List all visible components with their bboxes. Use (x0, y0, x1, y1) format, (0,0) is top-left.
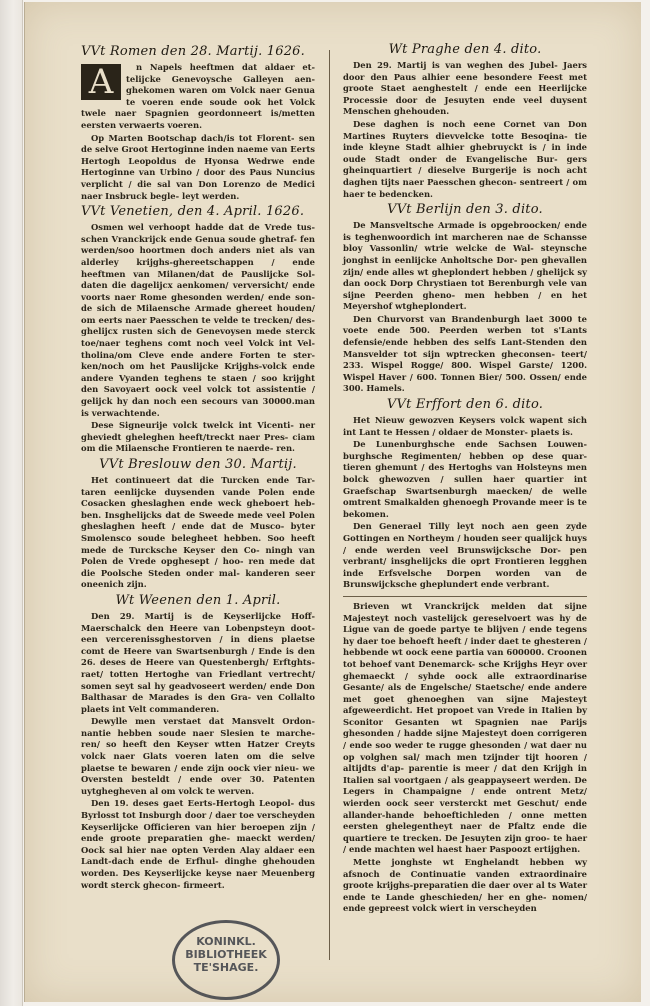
heading-prague: Wt Praghe den 4. dito. (388, 42, 542, 57)
heading-berlin: VVt Berlijn den 3. dito. (387, 202, 543, 218)
section-rule (343, 596, 587, 597)
paragraph-france-1: Brieven wt Vranckrijck melden dat sijne Majesteyt noch vastelijck gereselvoert was hy de Ligue van de goede partye te blijven / ende tegens hy daer toe behoeft heeft / inder daet te ghesteren / hebbende wt oock eene partia van 600000. Croonen tot behoef vant Denemarck- sche Krijghs Heyr over ghemaeckt / syhde oock alle extraordinarise Gesante/ als de Engelsche/ Staetsche/ ende andere met goet ghenoeghen van sijne Majesteyt afgeweerdicht. Het propoet van Vrede in Italien by Sconitor Gesanten wt Spagnien nae Parijs ghesonden / hadde sijne Majesteyt doen corrigeren / ende soo weder te rugge ghesonden / wat daer nu op volghen sal/ mach men tzijnder tijt hooren / altijdts d'ap- parentie is meer / dat den Krijgh in Italien sal voortgaen / als geappayseert werden. De Legers in Champaigne / ende ontrent Metz/ wierden oock seer versterckt met Geschut/ ende allander-hande behoeftichleden / onne metten eersten ghelegentheyt naer de Pfaltz ende die quartiere te trecken. De Jesuyten zijn groo- te haer / ende machten wel haest haer Paspoozt ertijghen. (343, 600, 587, 855)
heading-rome: VVt Romen den 28. Martij. 1626. (81, 44, 305, 59)
heading-breslau: VVt Breslouw den 30. Martij. (99, 457, 297, 472)
paragraph-rome-2: Op Marten Bootschap dach/is tot Florent- sen de selve Groot Hertoginne inden naeme van Eerts Hertogh Leopoldus de Hyonsa Wedrwe ende Hertoginne van Urbino / door des Paus Nuncius verplicht / die sal van Don Lorenzo de Medici naer Insbruck begle- leyt werden. (81, 132, 315, 201)
heading-erfurt: VVt Erffort den 6. dito. (386, 397, 544, 413)
paragraph-berlin-2: Den Churvorst van Brandenburgh laet 3000 te voete ende 500. Peerden werben tot s'Lants defensie/ende hebben des selfs Lant-Stenden den Mansvelder tot sijn wptrecken gheconsen- teert/ 233. Wispel Rogge/ 800. Wispel Garste/ 1200. Wispel Haver / 600. Tonnen Bier/ 500. Ossen/ ende 300. Hamels. (343, 313, 587, 394)
right-column (343, 40, 587, 1002)
column-divider (329, 50, 330, 960)
paragraph-berlin-1: De Mansveltsche Armade is opgebroocken/ ende is teghenwoordich int marcheren nae de Schansse bloy Vassonlin/ wtrie welcke de Wal- steynsche jonghst in eenlijcke Anholtsche Dor- pen ghevallen zijn/ ende alles wt gheplondert hebben / ghelijck sy dan oock Dorp Chrystiaen tot Berenburgh vele van sijne Peerden gheno- men hebben / en het Meyershof wtgheplondert. (343, 220, 587, 312)
paragraph-breslau-1: Het continueert dat die Turcken ende Tar- taren eenlijcke duysenden vande Polen ende Cosacken gheslaghen ende weck gheboert heb- ben. Insghelijcks dat de Sweede mede veel Polen gheslaghen heeft / ende dat de Musco- byter Smolensco soude belegheet hebben. Soo heeft mede de Turcksche Keyser den Co- ningh van Polen de Vrede opghesept / hoo- ren mede dat die Poolsche Steden onder mal- kanderen seer oneenich zijn. (81, 475, 315, 590)
paragraph-prague-1: Den 29. Martij is van weghen des Jubel- Jaers door den Paus alhier eene besondere Feest met groote Staet aenghestelt / ende een Heerlijcke Processie door de Jesuyten ende veel duysent Menschen ghehouden. (343, 60, 587, 117)
left-column (81, 42, 315, 1002)
stamp-line-3: TE'SHAGE. (193, 961, 259, 974)
heading-venice: VVt Venetien, den 4. April. 1626. (81, 204, 305, 220)
paragraph-vienna-1: Den 29. Martij is de Keyserlijcke Hoff- Maerschalck den Heere van Lobenpsteyn doot- een vercerenissghestorven / in diens plaetse comt de Heere van Swartsenburgh / Ende is den 26. deses de Heere van Questenbergh/ Erftghts-raet/ totten Hertoghe van Friedlant vertrecht/ somen seyt sal hy geadvoseert werden/ ende Don Balthasar de Marades is den Gra- ven Collalto plaets int Velt commanderen. (81, 610, 315, 714)
paragraph-england-1: Mette jonghste wt Enghelandt hebben wy afsnoch de Continuatie vanden extraordinaire groote krijghs-preparatien die daer over al ts Water ende te Lande gheschieden/ her en ghe- nomen/ ende gepreest volck wiert in verscheyden (343, 857, 587, 914)
paragraph-venice-2: Dese Signeurije volck twelck int Vicenti- ner gheviedt gheleghen heeft/treckt naer Pres- ciam om die Milaensche Frontieren te naerde- ren. (81, 420, 315, 454)
paragraph-erfurt-2: De Lunenburghsche ende Sachsen Louwen- burghsche Regimenten/ hebben op dese quar- tieren ghemunt / des Hertoghs van Holsteyns men bolck ghewozven / sullen haer quartier int Graefschap Swartsenburgh maecken/ de welle omtrent Smalkalden ghenoegh Provande meer is te bekomen. (343, 439, 587, 519)
stamp-line-1: KONINKL. (196, 935, 256, 948)
paragraph-erfurt-3: Den Generael Tilly leyt noch aen geen zyde Gottingen en Northeym / houden seer qualijck huys / ende werden veel Brunswijcksche Dor- pen verbrant/ insghelijcks die oprt Frontieren legghen inde Erfsvelsche Dorpen worden van de Brunswijcksche gheplundert ende verbrant. (343, 521, 587, 590)
stamp-line-2: BIBLIOTHEEK (185, 948, 267, 961)
drop-cap-initial: A (81, 64, 121, 100)
paragraph-vienna-3: Den 19. deses gaet Eerts-Hertogh Leopol- dus Byrlosst tot Insburgh door / daer toe verscheyden Keyserlijcke Officieren van hier beroepen zijn / ende groote preparatien ghe- maeckt werden/ Oock sal hier nae opten Verden Alay aldaer een Landt-dach ende de Erfhul- dinghe ghehouden worden. Des Keyserlijcke keyse naer Meuenberg wordt sterck ghecon- firmeert. (81, 798, 315, 890)
paragraph-venice-1: Osmen wel verhoopt hadde dat de Vrede tus- schen Vranckrijck ende Genua soude ghetraf- fen werden/soo hoortmen doch anders niet als van alderley krijghs-ghereetschappen / ende heeftmen van Milanen/dat de Pauslijcke Sol- daten die dagelijcx aenkomen/ verversicht/ ende voorts naer Rome ghesonden werden/ ende son- de sich de Milaensche Armade ghereet houden/ om eerts naer Paesschen te velde te trecken/ des- ghelijcx rusten sich de Genevoysen mede sterck toe/naer teghens comt noch veel Volck int Vel- tholina/om Cleve ende andere Forten te ster- ken/noch om het Pauslijcke Krijghs-volck ende andere Vyanden teghens te staen / soo krijght den Savoyaert oock veel volck tot assistentie / gelijck hy dan noch een secours van 30000.man is verwachtende. (81, 222, 315, 418)
paragraph-erfurt-1: Het Nieuw gewozven Keysers volck wapent sich int Lant te Hessen / oldaer de Monster- plaets is. (343, 415, 587, 437)
binding-shadow (0, 0, 23, 1006)
paragraph-vienna-2: Dewylle men verstaet dat Mansvelt Ordon- nantie hebben soude naer Slesien te marche- ren/ so heeft den Keyser wtten Hatzer Creyts volck naer Glats voeren laten om die selve plaetse te bewaren / ende zijn oock vier nieu- we Oversten besteldt / ende over 30. Patenten uytghegheven al om volck te werven. (81, 716, 315, 796)
library-stamp (172, 920, 280, 1000)
paragraph-prague-2: Dese daghen is noch eene Cornet van Don Martines Ruyters dievvelcke totte Besoqina- tie inde kleyne Stadt alhier ghebruyckt is / in inde oude Stadt onder de Evangelische Bur- gers gheinquartiert / dieselve Burgerije is noch acht daghen tijts naer Paesschen ghecon- sentreert / om haer te bedencken. (343, 118, 587, 199)
heading-vienna: Wt Weenen den 1. April. (115, 592, 281, 608)
newspaper-page (24, 2, 641, 1002)
paragraph-rome-1: n Napels heeftmen dat aldaer et- telijcke Genevoysche Galleyen aen- ghekomen waren om Volck naer Genua te voeren ende soude ook het Volck twele naer Spagnien geordonneert is/metten eersten verwaerts voeren. (81, 62, 315, 130)
